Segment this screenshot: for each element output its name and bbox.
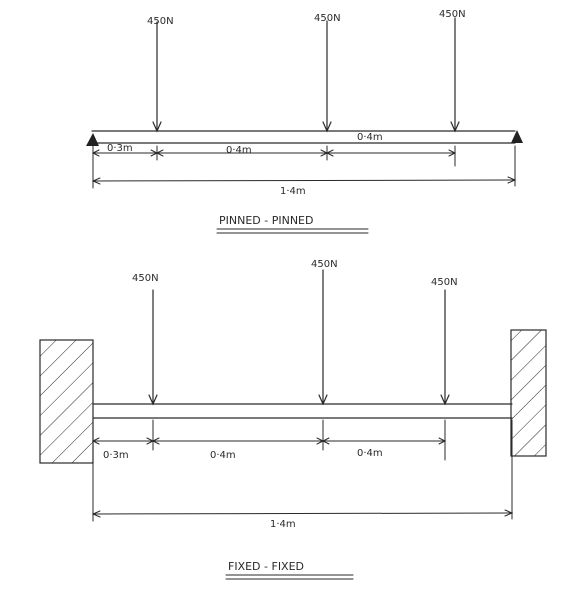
fixed-dim-label-2: 0·4m xyxy=(210,450,236,461)
pinned-pinned-diagram xyxy=(86,9,523,233)
pinned-dim-label-1: 0·3m xyxy=(107,143,133,154)
fixed-dim-label-1: 0·3m xyxy=(103,450,129,461)
pinned-total-label: 1·4m xyxy=(280,186,306,197)
pinned-dim-label-3: 0·4m xyxy=(357,132,383,143)
fixed-load-2 xyxy=(319,270,327,404)
fixed-fixed-diagram xyxy=(40,259,546,579)
fixed-beam xyxy=(93,404,512,418)
pinned-caption: PINNED - PINNED xyxy=(219,214,314,227)
right-fixed-wall xyxy=(511,330,546,456)
fixed-dimension-lines xyxy=(93,420,512,521)
pinned-total-dimension xyxy=(93,177,515,184)
left-pin-support xyxy=(86,133,99,146)
pinned-load-label-1: 450N xyxy=(147,16,174,27)
fixed-load-1 xyxy=(149,290,157,404)
fixed-dim-label-3: 0·4m xyxy=(357,448,383,459)
pinned-dimension-lines xyxy=(93,146,515,188)
pinned-load-label-2: 450N xyxy=(314,13,341,24)
pinned-load-2 xyxy=(323,21,331,131)
left-fixed-wall xyxy=(40,340,93,463)
pinned-dim-label-2: 0·4m xyxy=(226,145,252,156)
fixed-load-3 xyxy=(441,290,449,404)
fixed-load-label-3: 450N xyxy=(431,277,458,288)
pinned-load-label-3: 450N xyxy=(439,9,466,20)
pinned-beam xyxy=(92,131,515,143)
pinned-load-3 xyxy=(451,18,459,131)
fixed-load-label-1: 450N xyxy=(132,273,159,284)
pinned-load-1 xyxy=(153,22,161,131)
right-pin-support xyxy=(511,130,523,143)
fixed-total-label: 1·4m xyxy=(270,519,296,530)
fixed-load-label-2: 450N xyxy=(311,259,338,270)
fixed-caption: FIXED - FIXED xyxy=(228,560,305,573)
fixed-total-dimension xyxy=(93,510,512,517)
